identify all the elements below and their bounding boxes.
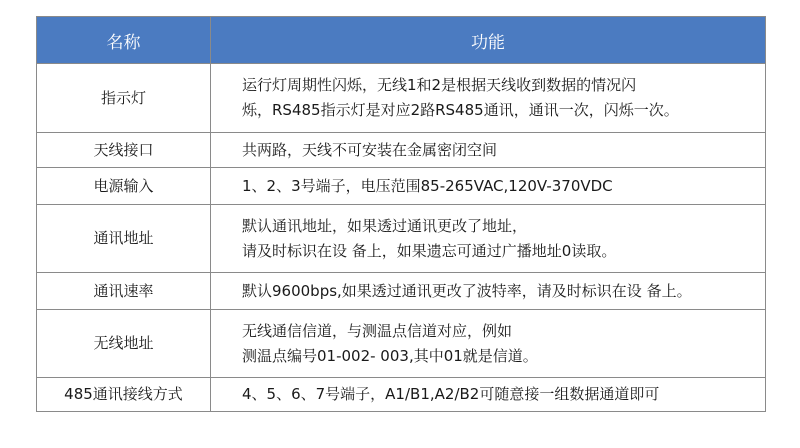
row-function: [211, 133, 766, 168]
row-name: 无线地址: [37, 310, 211, 378]
function-line: 烁，RS485指示灯是对应2路RS485通讯，通讯一次，闪烁一次。: [242, 101, 679, 119]
table-row: [37, 133, 766, 168]
function-line: 共两路，天线不可安装在金属密闭空间: [242, 140, 498, 159]
row-function: [211, 168, 766, 205]
row-function: [211, 205, 766, 273]
row-name: 485通讯接线方式: [37, 378, 211, 412]
function-line: 默认9600bps,如果透过通讯更改了波特率，请及时标识在设 备上。: [242, 281, 692, 300]
row-name: 通讯地址: [37, 205, 211, 273]
row-function: [211, 310, 766, 378]
row-name: 指示灯: [37, 64, 211, 133]
function-line: 请及时标识在设 备上，如果遗忘可通过广播地址0读取。: [242, 241, 617, 260]
table-row: [37, 310, 766, 378]
row-function: [211, 64, 766, 133]
function-line: 默认通讯地址，如果透过通讯更改了地址，: [242, 216, 528, 235]
header-row: [37, 17, 766, 64]
row-function: [211, 273, 766, 310]
row-name: 通讯速率: [37, 273, 211, 310]
row-name: 电源输入: [37, 168, 211, 205]
table-row: [37, 64, 766, 133]
function-line: 1、2、3号端子，电压范围85-265VAC,120V-370VDC: [242, 176, 613, 195]
row-function: [211, 378, 766, 412]
table-row: [37, 378, 766, 412]
header-function: 功能: [211, 17, 766, 64]
function-line: 4、5、6、7号端子，A1/B1,A2/B2可随意接一组数据通道即可: [242, 385, 660, 403]
row-name: 天线接口: [37, 133, 211, 168]
function-line: 无线通信信道，与测温点信道对应，例如: [242, 321, 513, 340]
header-name: 名称: [37, 17, 211, 64]
function-line: 运行灯周期性闪烁，无线1和2是根据天线收到数据的情况闪: [242, 76, 637, 94]
table-row: [37, 205, 766, 273]
table-row: [37, 168, 766, 205]
spec-table: [36, 16, 766, 412]
table-row: [37, 273, 766, 310]
function-line: 测温点编号01-002- 003,其中01就是信道。: [242, 346, 538, 365]
